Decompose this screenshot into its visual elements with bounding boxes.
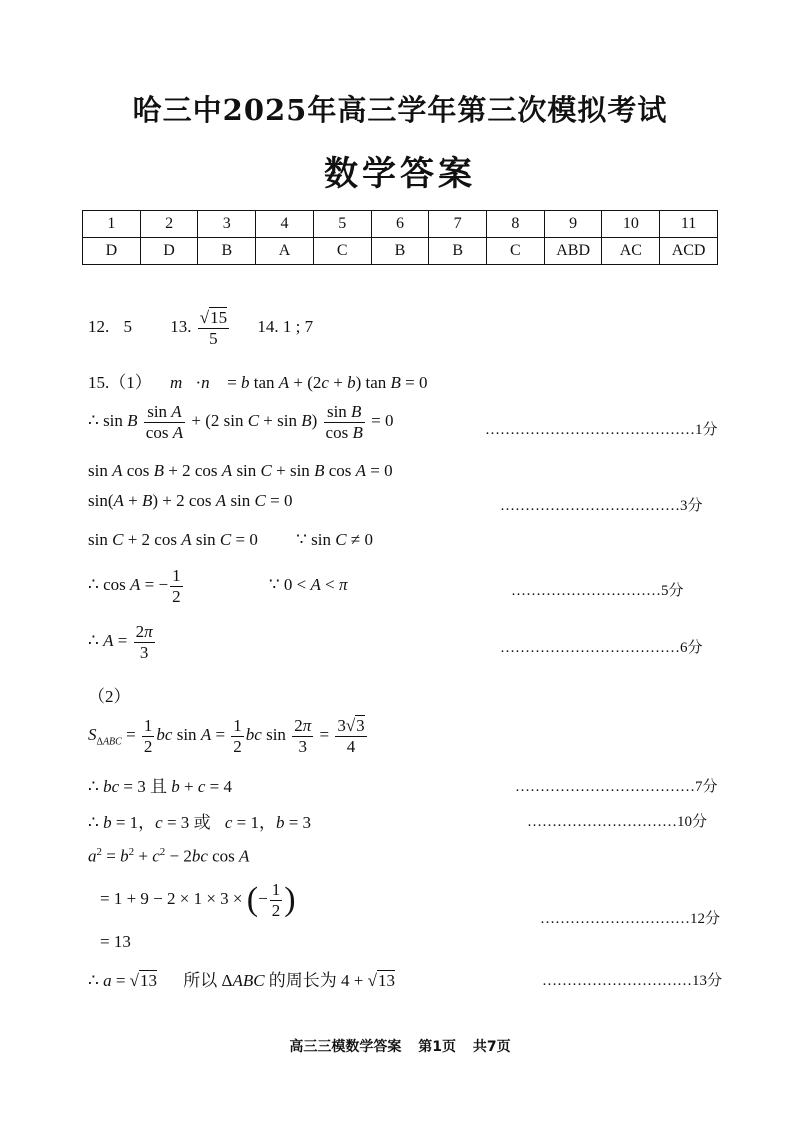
q15-line-1: 15.（1） m⃗·n⃗ = b tan A + (2c + b) tan B = 0: [88, 373, 428, 392]
answer-cell: B: [198, 238, 256, 265]
question-number: 5: [313, 211, 371, 238]
points-10: …………………………10分: [527, 814, 708, 830]
q12-label: 12.: [88, 316, 110, 336]
answer-table-numbers-row: [83, 211, 718, 238]
points-13: …………………………13分: [542, 973, 723, 989]
page-footer: [0, 1036, 800, 1056]
question-number: 9: [544, 211, 602, 238]
question-number: 7: [429, 211, 487, 238]
points-12: …………………………12分: [540, 911, 721, 927]
q15-line-4: sin(A + B) + 2 cos A sin C = 0: [88, 491, 293, 510]
answer-cell: ABD: [544, 238, 602, 265]
q15-line-13: = 13: [100, 932, 131, 951]
question-number: 3: [198, 211, 256, 238]
answer-cell: D: [140, 238, 198, 265]
answer-cell: A: [256, 238, 314, 265]
question-number: 11: [660, 211, 718, 238]
points-1: ……………………………………1分: [485, 422, 718, 438]
answer-cell: B: [429, 238, 487, 265]
q15-line-2: ∴ sin B $\frac{\text{sin A}}{\text{cos A}}$ + (2 sin C + sin B) $\frac{\text{sin B}}{\text{cos B}}$ = 0: [88, 402, 394, 442]
answer-table-answers-row: [83, 238, 718, 265]
points-5: …………………………5分: [511, 583, 684, 599]
answer-cell: C: [313, 238, 371, 265]
q13-answer: $\frac{√15}{5}$: [199, 308, 228, 348]
points-3: ………………………………3分: [500, 498, 703, 514]
footer-page: 第1页: [418, 1039, 456, 1055]
footer-total: 共7页: [472, 1039, 511, 1055]
and-text: 且: [149, 777, 167, 796]
q15-label: 15.（1）: [88, 373, 152, 392]
question-number: 1: [83, 211, 141, 238]
answer-key-title: 数学答案: [324, 154, 476, 194]
q15-line-9: ∴ bc = 3 且 b + c = 4: [88, 777, 232, 796]
q15-line-3: sin A cos B + 2 cos A sin C + sin B cos A = 0: [88, 461, 393, 480]
q15-line-6: ∴ cos A = − $\frac{1}{2}$ ∵ 0 < A < π: [88, 566, 348, 606]
q15-line-10: ∴ b = 1，c = 3 或 c = 1，b = 3: [88, 813, 312, 832]
fill-in-answers: [88, 308, 313, 348]
q14-answer: 14. 1 ; 7: [257, 316, 314, 336]
answer-cell: D: [83, 238, 141, 265]
q15-line-7: ∴ A = $\frac{2\pi}{3}$: [88, 622, 153, 662]
q13-label: 13.: [170, 316, 192, 336]
q12-answer: 5: [123, 316, 132, 336]
perimeter-text-2: 的周长为: [268, 971, 337, 990]
or-text: 或: [193, 813, 211, 832]
footer-doc-name: 高三三模数学答案: [289, 1039, 402, 1055]
answer-cell: AC: [602, 238, 660, 265]
points-7: ………………………………7分: [515, 779, 718, 795]
exam-title: 哈三中2025年高三学年第三次模拟考试: [132, 93, 668, 127]
answer-cell: B: [371, 238, 429, 265]
answer-table: [82, 210, 718, 265]
question-number: 6: [371, 211, 429, 238]
question-number: 10: [602, 211, 660, 238]
question-number: 4: [256, 211, 314, 238]
question-number: 2: [140, 211, 198, 238]
points-6: ………………………………6分: [500, 640, 703, 656]
q15-line-14: ∴ a = √13 所以 ΔABC 的周长为 4 + √13: [88, 971, 395, 990]
q15-line-12: = 1 + 9 − 2 × 1 × 3 × (− $\frac{1}{2}$ ): [100, 880, 296, 920]
answer-cell: C: [487, 238, 545, 265]
q15-line-11: $a^2 = b^2 + c^2 - 2bc$ cos A: [88, 846, 250, 866]
q15-line-8: $S_{\Delta ABC}$ = $\frac{1}{2}$ bc sin A = $\frac{1}{2}$ bc sin $\frac{2\pi}{3}$ = $\frac{3√3}{4}$: [88, 716, 365, 756]
answer-cell: ACD: [660, 238, 718, 265]
question-number: 8: [487, 211, 545, 238]
q15-part2-label: （2）: [88, 687, 131, 706]
q15-line-5: sin C + 2 cos A sin C = 0 ∵ sin C ≠ 0: [88, 530, 373, 549]
perimeter-text-1: 所以: [183, 971, 218, 990]
